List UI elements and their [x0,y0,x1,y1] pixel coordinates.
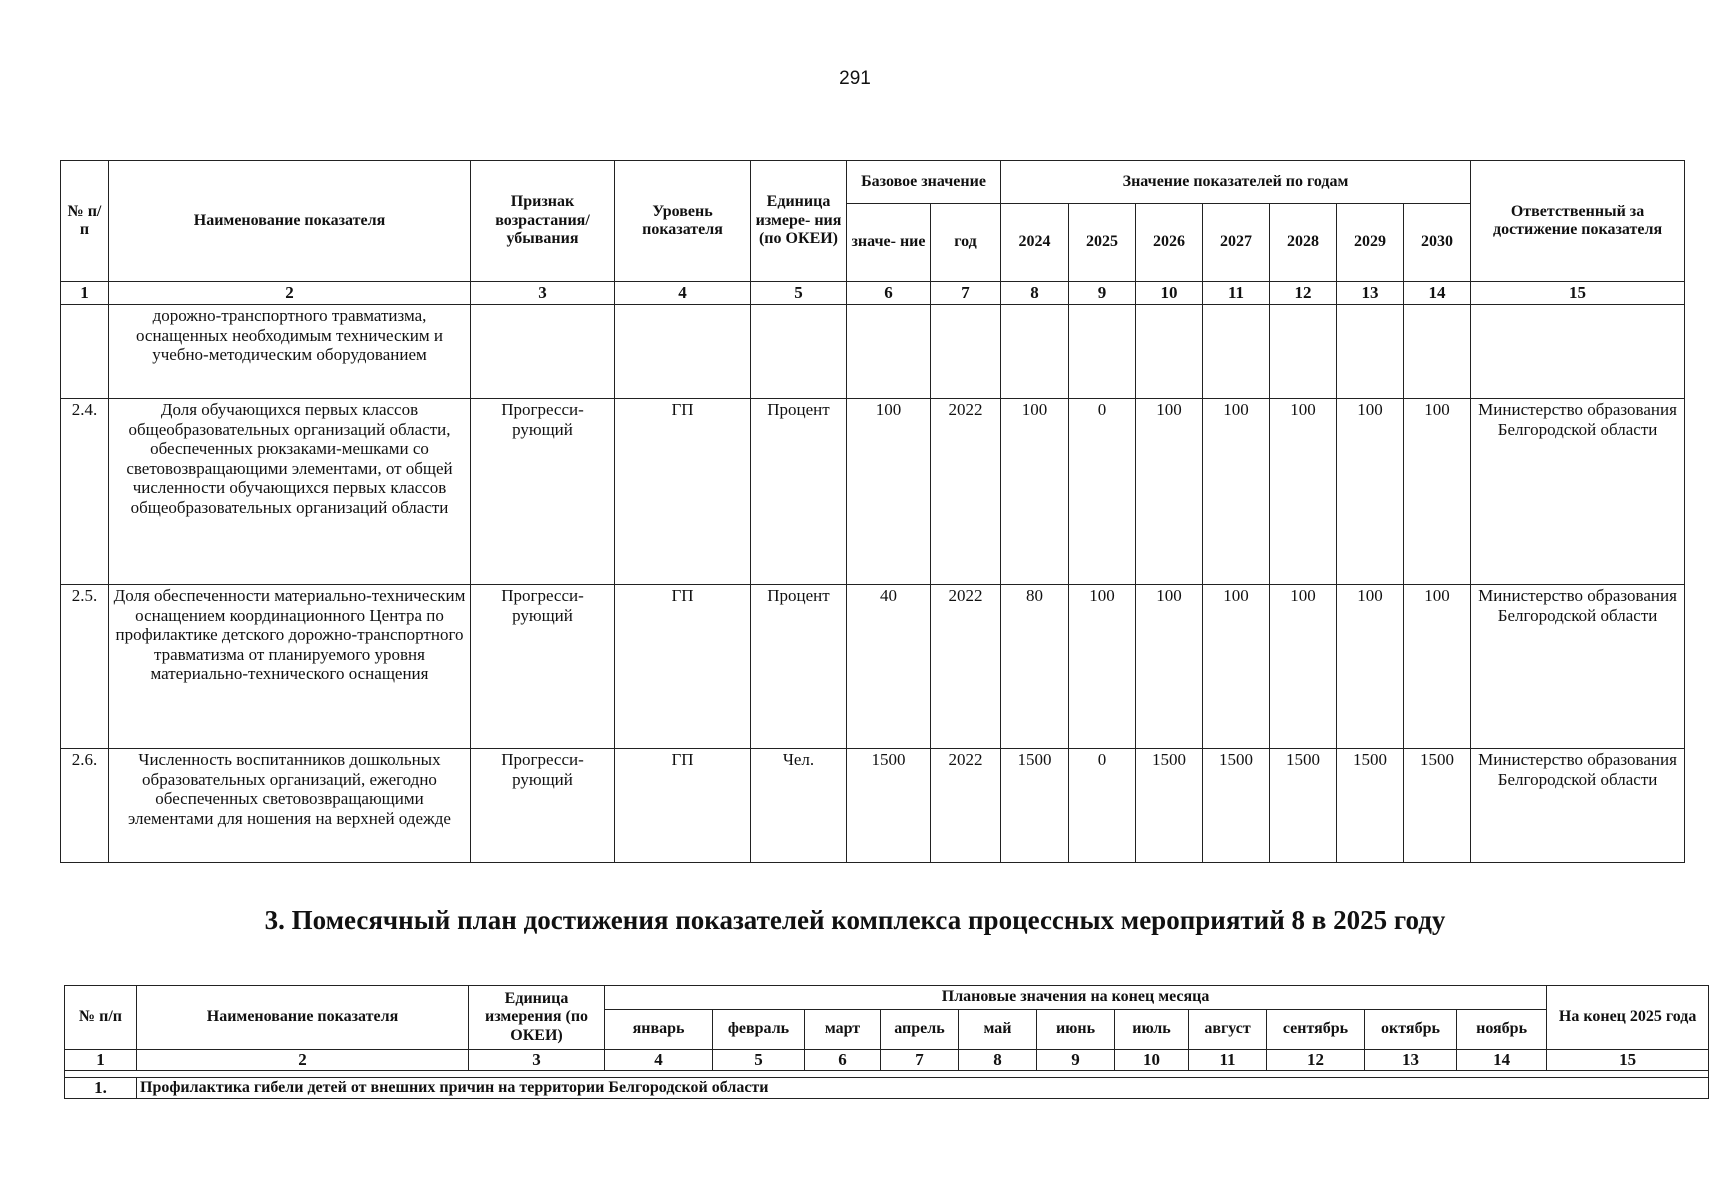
header-month: август [1189,1010,1267,1050]
header-month: июнь [1037,1010,1115,1050]
row-unit: Чел. [751,749,847,863]
row-year-value: 0 [1069,749,1136,863]
column-number: 3 [469,1050,605,1071]
spacer-row [65,1071,1709,1078]
row-year-value: 100 [1136,399,1203,585]
column-number: 11 [1189,1050,1267,1071]
header-year: 2026 [1136,204,1203,282]
row-sign: Прогресси- рующий [471,399,615,585]
column-number: 7 [931,282,1001,305]
row-responsible: Министерство образования Белгородской области [1471,399,1685,585]
row-year-value: 100 [1136,585,1203,749]
row-year-value: 100 [1337,585,1404,749]
header-month: апрель [881,1010,959,1050]
column-number: 13 [1337,282,1404,305]
section-3-title: 3. Помесячный план достижения показателей комплекса процессных мероприятий 8 в 2025 году [264,905,1446,935]
row-year-value: 100 [1001,399,1069,585]
column-number: 9 [1037,1050,1115,1071]
row-level: ГП [615,749,751,863]
column-number: 5 [713,1050,805,1071]
header-year: 2030 [1404,204,1471,282]
column-number: 2 [137,1050,469,1071]
row-year-value: 100 [1270,585,1337,749]
header-year: 2027 [1203,204,1270,282]
column-number: 12 [1270,282,1337,305]
continuation-text: дорожно-транспортного травматизма, оснащенных необходимым техническим и учебно-методическим оборудованием [109,305,471,399]
header-month: ноябрь [1457,1010,1547,1050]
header-unit: Единица измерения (по ОКЕИ) [469,986,605,1050]
header-num: № п/п [61,161,109,282]
row-base-year: 2022 [931,749,1001,863]
header-month: февраль [713,1010,805,1050]
row-name: Доля обучающихся первых классов общеобразовательных организаций области, обеспеченных рюкзаками-мешками со световозвращающими элементами, от общей численности обучающихся первых классов общеобразовательных организаций области [109,399,471,585]
header-base-value: значе- ние [847,204,931,282]
row-base-year: 2022 [931,585,1001,749]
continuation-row [61,305,1685,399]
row-sign: Прогресси- рующий [471,585,615,749]
row-year-value: 0 [1069,399,1136,585]
row-name: Доля обеспеченности материально-техническим оснащением координационного Центра по профилактике детского дорожно-транспортного травматизма от планируемого уровня материально-технического оснащения [109,585,471,749]
row-year-value: 100 [1203,399,1270,585]
header-year: 2029 [1337,204,1404,282]
row-responsible: Министерство образования Белгородской области [1471,585,1685,749]
row-num: 2.4. [61,399,109,585]
row-year-value: 100 [1404,399,1471,585]
column-number: 9 [1069,282,1136,305]
column-number: 11 [1203,282,1270,305]
column-number: 10 [1115,1050,1189,1071]
table-row [61,585,1685,749]
header-responsible: Ответственный за достижение показателя [1471,161,1685,282]
row-year-value: 100 [1203,585,1270,749]
column-number: 4 [605,1050,713,1071]
row-year-value: 1500 [1203,749,1270,863]
section-row-num: 1. [65,1078,137,1099]
column-number: 15 [1547,1050,1709,1071]
page-number: 291 [839,68,871,89]
row-year-value: 100 [1404,585,1471,749]
row-base-value: 100 [847,399,931,585]
column-number-row [65,1050,1709,1071]
row-responsible: Министерство образования Белгородской области [1471,749,1685,863]
header-year: 2028 [1270,204,1337,282]
column-number: 1 [65,1050,137,1071]
header-month: октябрь [1365,1010,1457,1050]
row-base-value: 40 [847,585,931,749]
header-month: сентябрь [1267,1010,1365,1050]
column-number: 7 [881,1050,959,1071]
header-end-of-year: На конец 2025 года [1547,986,1709,1050]
row-level: ГП [615,399,751,585]
column-number: 8 [959,1050,1037,1071]
row-year-value: 80 [1001,585,1069,749]
column-number: 13 [1365,1050,1457,1071]
column-number: 5 [751,282,847,305]
header-unit: Единица измере- ния (по ОКЕИ) [751,161,847,282]
row-year-value: 1500 [1270,749,1337,863]
row-num: 2.5. [61,585,109,749]
header-month: январь [605,1010,713,1050]
column-number: 10 [1136,282,1203,305]
column-number: 3 [471,282,615,305]
header-sign: Признак возрастания/ убывания [471,161,615,282]
column-number: 12 [1267,1050,1365,1071]
row-year-value: 1500 [1136,749,1203,863]
column-number: 4 [615,282,751,305]
indicators-table [60,160,1685,863]
header-name: Наименование показателя [137,986,469,1050]
section-row [65,1078,1709,1099]
column-number: 14 [1404,282,1471,305]
row-base-year: 2022 [931,399,1001,585]
row-level: ГП [615,585,751,749]
row-year-value: 100 [1337,399,1404,585]
column-number-row [61,282,1685,305]
row-unit: Процент [751,585,847,749]
section-row-text: Профилактика гибели детей от внешних причин на территории Белгородской области [137,1078,1709,1099]
column-number: 15 [1471,282,1685,305]
row-num: 2.6. [61,749,109,863]
header-years-group: Значение показателей по годам [1001,161,1471,204]
header-year: 2024 [1001,204,1069,282]
row-unit: Процент [751,399,847,585]
row-year-value: 100 [1270,399,1337,585]
row-year-value: 1500 [1001,749,1069,863]
header-num: № п/п [65,986,137,1050]
column-number: 6 [847,282,931,305]
row-base-value: 1500 [847,749,931,863]
row-year-value: 100 [1069,585,1136,749]
column-number: 2 [109,282,471,305]
row-year-value: 1500 [1404,749,1471,863]
header-month: июль [1115,1010,1189,1050]
column-number: 1 [61,282,109,305]
header-month: март [805,1010,881,1050]
row-year-value: 1500 [1337,749,1404,863]
header-base-year: год [931,204,1001,282]
table-row [61,749,1685,863]
column-number: 6 [805,1050,881,1071]
header-base: Базовое значение [847,161,1001,204]
header-level: Уровень показателя [615,161,751,282]
column-number: 8 [1001,282,1069,305]
header-year: 2025 [1069,204,1136,282]
header-months-group: Плановые значения на конец месяца [605,986,1547,1010]
table-row [61,399,1685,585]
monthly-plan-table [64,985,1709,1099]
row-sign: Прогресси- рующий [471,749,615,863]
header-month: май [959,1010,1037,1050]
column-number: 14 [1457,1050,1547,1071]
header-name: Наименование показателя [109,161,471,282]
row-name: Численность воспитанников дошкольных образовательных организаций, ежегодно обеспеченных световозвращающими элементами для ношения на верхней одежде [109,749,471,863]
